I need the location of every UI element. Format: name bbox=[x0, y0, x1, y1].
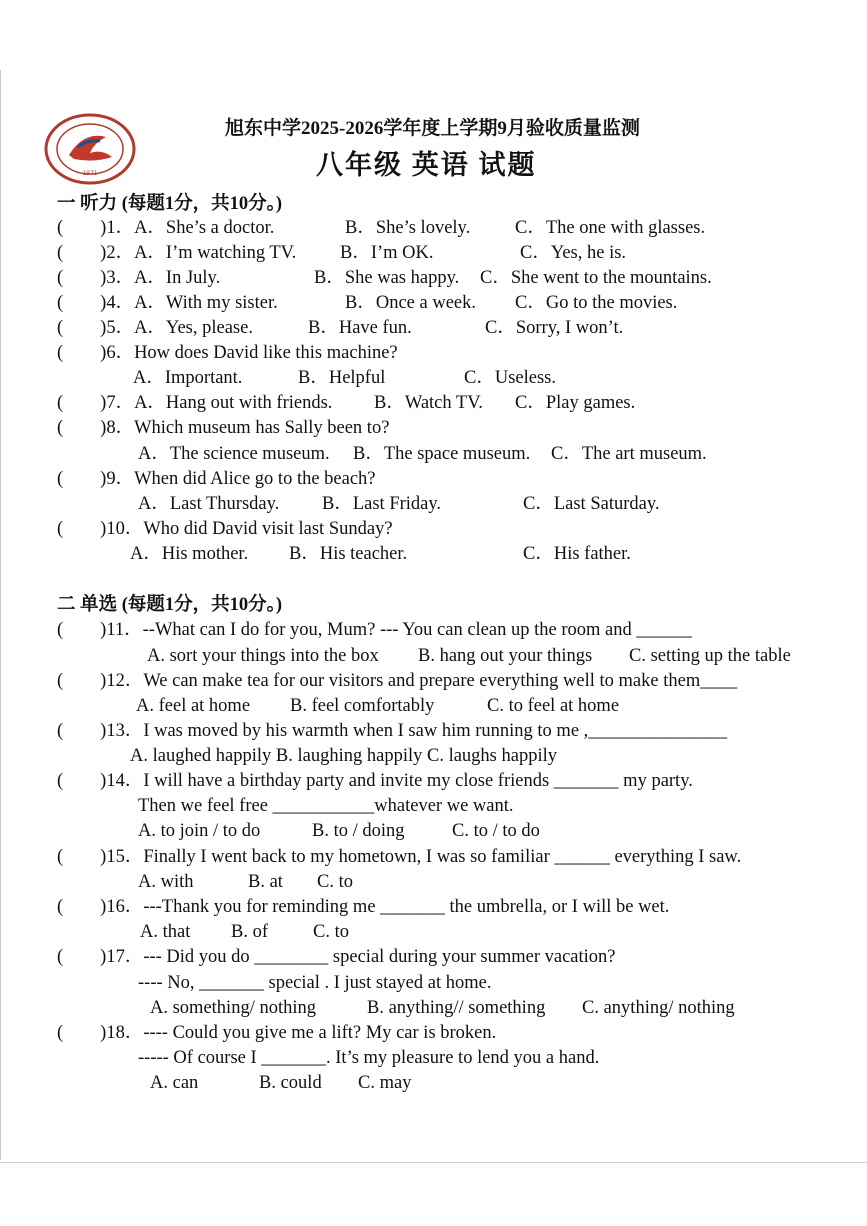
q7-stem-a: ( )7．A．Hang out with friends. bbox=[57, 393, 333, 413]
q17-option-a: A. something/ nothing bbox=[150, 998, 316, 1018]
q13-stem: ( )13．I was moved by his warmth when I saw him running to me ,_______________ bbox=[57, 721, 728, 741]
q14-option-b: B. to / doing bbox=[312, 821, 405, 841]
q17-stem-2: ---- No, _______ special . I just stayed at home. bbox=[138, 973, 492, 993]
q10-option-c: C．His father. bbox=[523, 544, 631, 564]
q5-stem-a: ( )5．A．Yes, please. bbox=[57, 318, 253, 338]
q10-stem: ( )10．Who did David visit last Sunday? bbox=[57, 519, 393, 539]
q6-stem: ( )6．How does David like this machine? bbox=[57, 343, 398, 363]
q16-stem: ( )16．---Thank you for reminding me _______ the umbrella, or I will be wet. bbox=[57, 897, 670, 917]
q10-option-a: A．His mother. bbox=[130, 544, 249, 564]
q6-option-b: B．Helpful bbox=[298, 368, 386, 388]
q5-option-c: C．Sorry, I won’t. bbox=[485, 318, 624, 338]
q18-stem: ( )18．---- Could you give me a lift? My car is broken. bbox=[57, 1023, 497, 1043]
q15-option-a: A. with bbox=[138, 872, 194, 892]
q18-option-a: A. can bbox=[150, 1073, 199, 1093]
q17-option-c: C. anything/ nothing bbox=[582, 998, 735, 1018]
q9-stem: ( )9．When did Alice go to the beach? bbox=[57, 469, 376, 489]
q4-option-c: C．Go to the movies. bbox=[515, 293, 678, 313]
q11-stem: ( )11．--What can I do for you, Mum? --- You can clean up the room and ______ bbox=[57, 620, 692, 640]
q16-option-a: A. that bbox=[140, 922, 191, 942]
q3-stem-a: ( )3．A．In July. bbox=[57, 268, 221, 288]
q9-option-c: C．Last Saturday. bbox=[523, 494, 660, 514]
page-edge-line bbox=[0, 70, 1, 1160]
exam-title: 八年级 英语 试题 bbox=[316, 150, 537, 180]
q11-option-c: C. setting up the table bbox=[629, 646, 791, 666]
section2-heading: 二 单选 (每题1分，共10分。) bbox=[57, 595, 283, 615]
q14-option-c: C. to / to do bbox=[452, 821, 540, 841]
q8-option-a: A．The science museum. bbox=[138, 444, 330, 464]
q11-option-a: A. sort your things into the box bbox=[147, 646, 379, 666]
q12-option-a: A. feel at home bbox=[136, 696, 251, 716]
q11-option-b: B. hang out your things bbox=[418, 646, 593, 666]
q10-option-b: B．His teacher. bbox=[289, 544, 408, 564]
q12-option-b: B. feel comfortably bbox=[290, 696, 435, 716]
q7-option-c: C．Play games. bbox=[515, 393, 636, 413]
q3-option-b: B．She was happy. bbox=[314, 268, 460, 288]
school-title: 旭东中学2025-2026学年度上学期9月验收质量监测 bbox=[225, 118, 640, 139]
q18-option-c: C. may bbox=[358, 1073, 412, 1093]
q2-option-c: C．Yes, he is. bbox=[520, 243, 627, 263]
q17-stem: ( )17．--- Did you do ________ special during your summer vacation? bbox=[57, 947, 616, 967]
q18-option-b: B. could bbox=[259, 1073, 322, 1093]
q2-stem-a: ( )2．A．I’m watching TV. bbox=[57, 243, 297, 263]
q14-stem-2: Then we feel free ___________whatever we want. bbox=[138, 796, 514, 816]
q12-option-c: C. to feel at home bbox=[487, 696, 620, 716]
q4-option-b: B．Once a week. bbox=[345, 293, 476, 313]
q15-stem: ( )15．Finally I went back to my hometown, I was so familiar ______ everything I saw. bbox=[57, 847, 742, 867]
q3-option-c: C．She went to the mountains. bbox=[480, 268, 712, 288]
q16-option-c: C. to bbox=[313, 922, 349, 942]
q15-option-b: B. at bbox=[248, 872, 283, 892]
q5-option-b: B．Have fun. bbox=[308, 318, 412, 338]
q14-stem: ( )14．I will have a birthday party and invite my close friends _______ my party. bbox=[57, 771, 693, 791]
section1-heading: 一 听力 (每题1分，共10分。) bbox=[57, 194, 283, 214]
q8-stem: ( )8．Which museum has Sally been to? bbox=[57, 418, 390, 438]
page-bottom-line bbox=[0, 1162, 867, 1163]
q8-option-c: C．The art museum. bbox=[551, 444, 707, 464]
q1-option-c: C．The one with glasses. bbox=[515, 218, 706, 238]
logo-year: 1971 bbox=[82, 170, 98, 177]
q4-stem-a: ( )4．A．With my sister. bbox=[57, 293, 278, 313]
q13-options: A. laughed happily B. laughing happily C. laughs happily bbox=[130, 746, 557, 766]
q9-option-b: B．Last Friday. bbox=[322, 494, 442, 514]
q18-stem-2: ----- Of course I _______. It’s my pleasure to lend you a hand. bbox=[138, 1048, 600, 1068]
q16-option-b: B. of bbox=[231, 922, 268, 942]
school-logo bbox=[44, 113, 136, 185]
q1-stem-a: ( )1．A．She’s a doctor. bbox=[57, 218, 275, 238]
q2-option-b: B．I’m OK. bbox=[340, 243, 434, 263]
q1-option-b: B．She’s lovely. bbox=[345, 218, 471, 238]
q9-option-a: A．Last Thursday. bbox=[138, 494, 280, 514]
q17-option-b: B. anything// something bbox=[367, 998, 546, 1018]
q14-option-a: A. to join / to do bbox=[138, 821, 261, 841]
q7-option-b: B．Watch TV. bbox=[374, 393, 483, 413]
q15-option-c: C. to bbox=[317, 872, 353, 892]
q8-option-b: B．The space museum. bbox=[353, 444, 531, 464]
q6-option-a: A．Important. bbox=[133, 368, 243, 388]
q12-stem: ( )12．We can make tea for our visitors and prepare everything well to make them____ bbox=[57, 671, 738, 691]
q6-option-c: C．Useless. bbox=[464, 368, 556, 388]
